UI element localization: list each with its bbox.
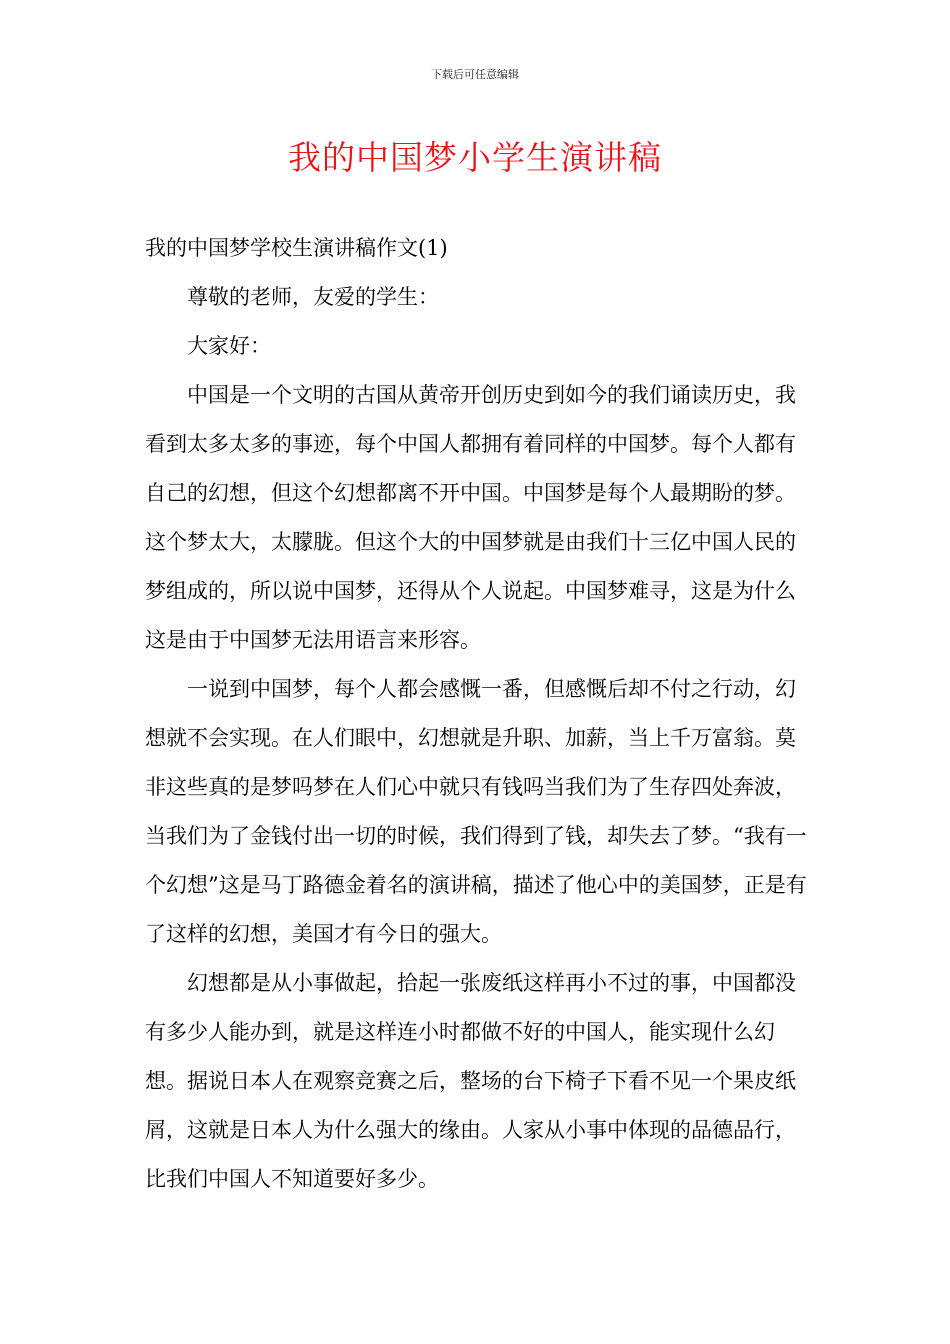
document-subtitle: 我的中国梦学校生演讲稿作文(1) <box>145 236 448 260</box>
greeting-line: 尊敬的老师，友爱的学生： <box>187 285 439 309</box>
document-title: 我的中国梦小学生演讲稿 <box>288 138 662 177</box>
document-body <box>145 224 807 1204</box>
body-paragraph: 中国是一个文明的古国从黄帝开创历史到如今的我们诵读历史，我看到太多太多的事迹，每个中国人都拥有着同样的中国梦。每个人都有自己的幻想，但这个幻想都离不开中国。中国梦是每个人最期盼的梦。这个梦太大，太朦胧。但这个大的中国梦就是由我们十三亿中国人民的梦组成的，所以说中国梦，还得从个人说起。中国梦难寻，这是为什么这是由于中国梦无法用语言来形容。 <box>145 383 796 652</box>
salutation-line: 大家好： <box>187 334 271 358</box>
body-paragraph: 一说到中国梦，每个人都会感慨一番，但感慨后却不付之行动，幻想就不会实现。在人们眼中，幻想就是升职、加薪，当上千万富翁。莫非这些真的是梦吗梦在人们心中就只有钱吗当我们为了生存四处奔波，当我们为了金钱付出一切的时候，我们得到了钱，却失去了梦。“我有一个幻想”这是马丁路德金着名的演讲稿，描述了他心中的美国梦，正是有了这样的幻想，美国才有今日的强大。 <box>145 677 807 946</box>
header-note: 下载后可任意编辑 <box>431 68 519 81</box>
body-paragraph: 幻想都是从小事做起，拾起一张废纸这样再小不过的事，中国都没有多少人能办到，就是这样连小时都做不好的中国人，能实现什么幻想。据说日本人在观察竞赛之后，整场的台下椅子下看不见一个果皮纸屑，这就是日本人为什么强大的缘由。人家从小事中体现的品德品行，比我们中国人不知道要好多少。 <box>145 971 796 1191</box>
